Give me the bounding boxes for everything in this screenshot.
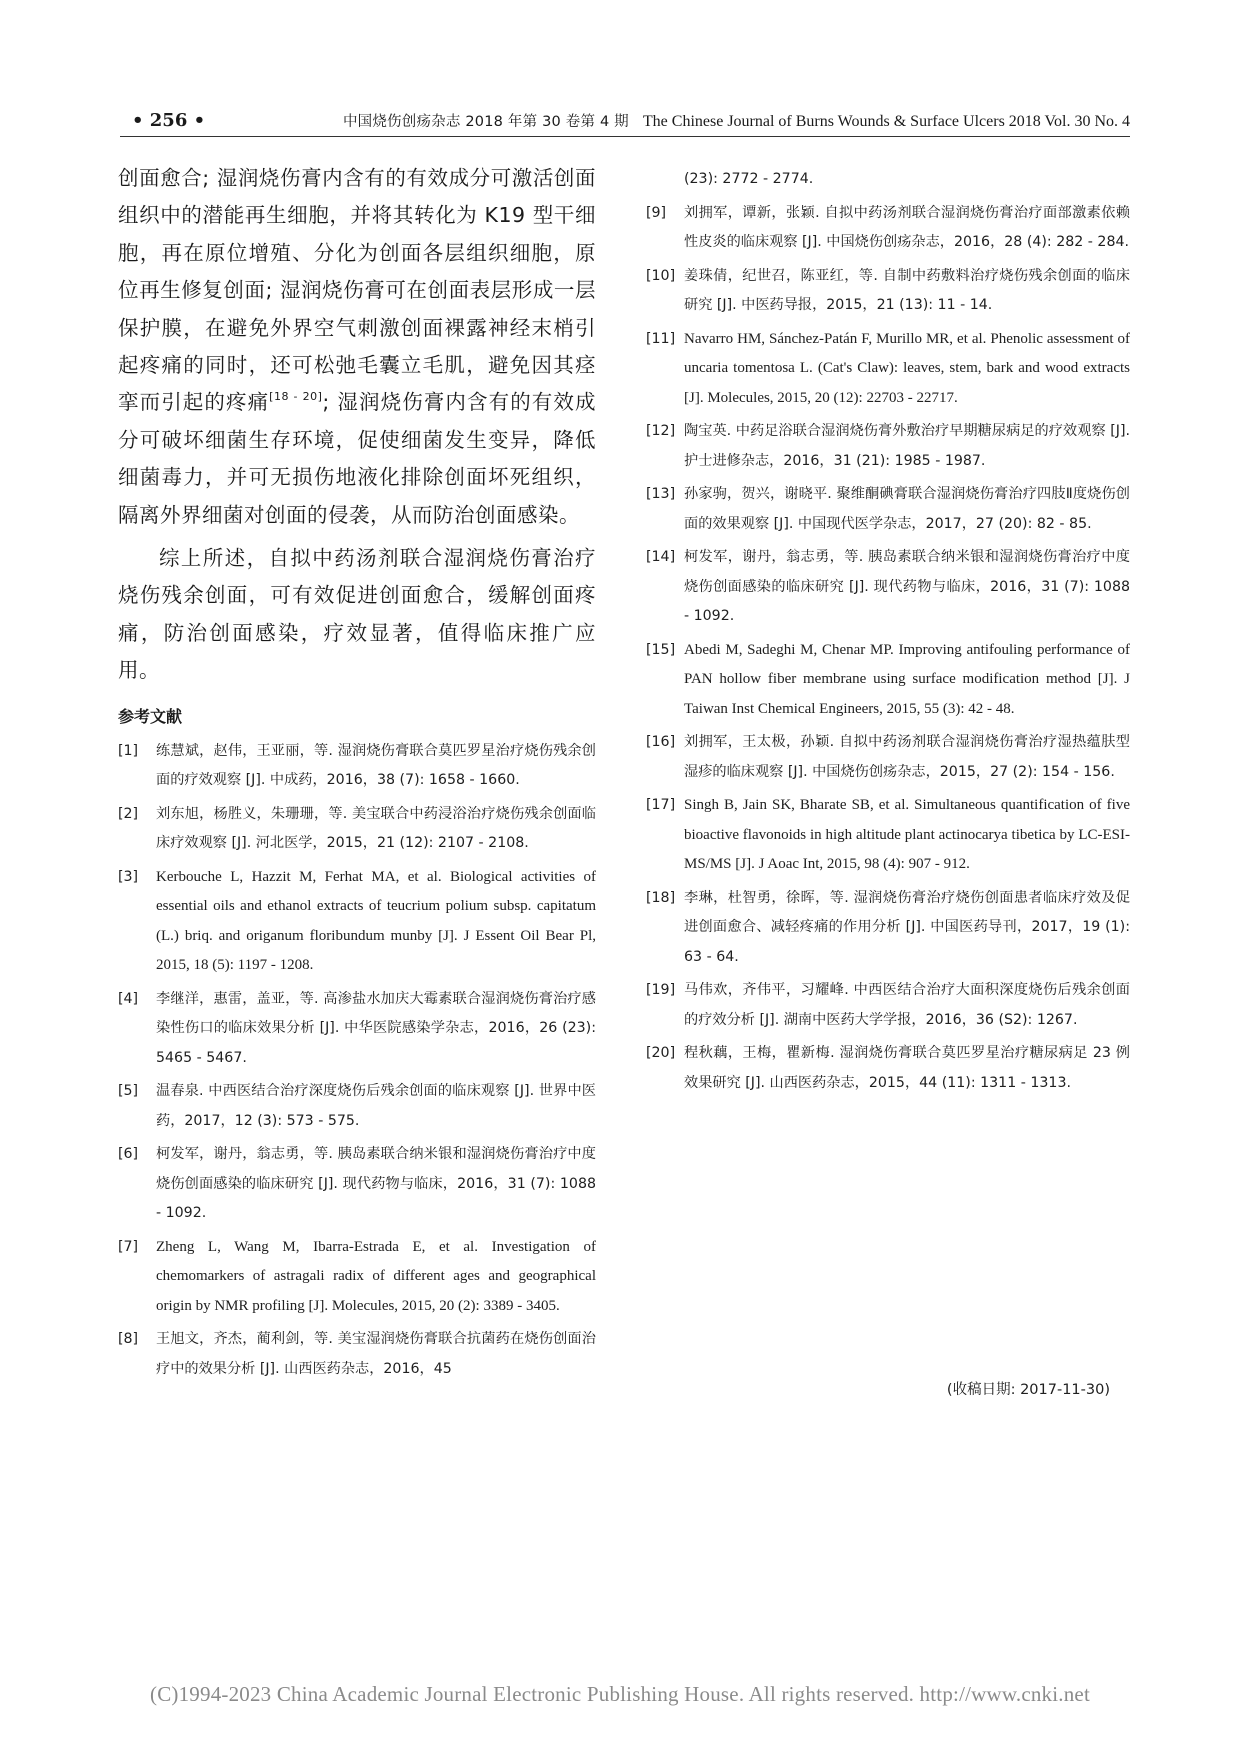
reference-number: [10]: [646, 267, 676, 284]
running-header: [120, 106, 1130, 136]
reference-item: [646, 884, 1130, 973]
body-paragraph-2: 综上所述，自拟中药汤剂联合湿润烧伤膏治疗烧伤残余创面，可有效促进创面愈合，缓解创面疼痛，防治创面感染，疗效显著，值得临床推广应用。: [118, 546, 596, 683]
reference-item: [118, 863, 596, 981]
reference-number: [4]: [118, 990, 139, 1007]
paragraph-1-text: 创面愈合; 湿润烧伤膏内含有的有效成分可激活创面组织中的潜能再生细胞，并将其转化为 K19 型干细胞，再在原位增殖、分化为创面各层组织细胞，原位再生修复创面; 湿润烧伤膏可在创面表层形成一层保护膜，在避免外界空气刺激创面裸露神经末梢引起疼痛的同时，还可松弛毛囊立毛肌，避免因其痉挛而引起的疼痛: [118, 166, 596, 415]
reference-text: 李琳，杜智勇，徐晖，等. 湿润烧伤膏治疗烧伤创面患者临床疗效及促进创面愈合、减轻疼痛的作用分析 [J]. 中国医药导刊，2017，19 (1): 63 - 64.: [684, 889, 1130, 965]
reference-number: [8]: [118, 1331, 139, 1348]
reference-text: 陶宝英. 中药足浴联合湿润烧伤膏外敷治疗早期糖尿病足的疗效观察 [J]. 护士进修杂志，2016，31 (21): 1985 - 1987.: [684, 423, 1130, 469]
left-column: [118, 160, 596, 1388]
reference-item: [646, 1039, 1130, 1098]
reference-text: 刘拥军，王太极，孙颖. 自拟中药汤剂联合湿润烧伤膏治疗湿热蕴肤型湿疹的临床观察 [J]. 中国烧伤创疡杂志，2015，27 (2): 154 - 156.: [684, 734, 1130, 780]
reference-text: 刘拥军，谭新，张颖. 自拟中药汤剂联合湿润烧伤膏治疗面部激素依赖性皮炎的临床观察 [J]. 中国烧伤创疡杂志，2016，28 (4): 282 - 284.: [684, 204, 1130, 250]
reference-item: [118, 985, 596, 1074]
reference-list-left: [118, 737, 596, 1385]
header-rule: [120, 136, 1130, 137]
reference-number: [2]: [118, 805, 139, 822]
reference-text: Kerbouche L, Hazzit M, Ferhat MA, et al. Biological activities of essential oils and ethanol extracts of teucrium polium subsp. capitatum (L.) briq. and origanum floribundum munby [J]. J Essent Oil Bear Pl, 2015, 18 (5): 1197 - 1208.: [156, 868, 596, 974]
reference-text: 刘东旭，杨胜义，朱珊珊，等. 美宝联合中药浸浴治疗烧伤残余创面临床疗效观察 [J]. 河北医学，2015，21 (12): 2107 - 2108.: [156, 805, 596, 852]
reference-number: [13]: [646, 486, 676, 502]
body-text: [118, 160, 596, 690]
reference-number: [5]: [118, 1083, 139, 1100]
journal-title-en: The Chinese Journal of Burns Wounds & Surface Ulcers 2018 Vol. 30 No. 4: [642, 113, 1130, 130]
references-heading: 参考文献: [118, 706, 183, 726]
reference-number: [18]: [646, 889, 676, 906]
reference-number: [15]: [646, 641, 676, 658]
reference-item: [118, 1077, 596, 1136]
right-column: [646, 165, 1130, 1102]
journal-title: [343, 106, 1130, 137]
reference-item: [646, 262, 1130, 321]
reference-item: [646, 636, 1130, 725]
reference-text: 李继洋，惠雷，盖亚，等. 高渗盐水加庆大霉素联合湿润烧伤膏治疗感染性伤口的临床效果分析 [J]. 中华医院感染学杂志，2016，26 (23): 5465 - 5467.: [156, 990, 596, 1066]
reference-text: 柯发军，谢丹，翁志勇，等. 胰岛素联合纳米银和湿润烧伤膏治疗中度烧伤创面感染的临床研究 [J]. 现代药物与临床，2016，31 (7): 1088 - 1092.: [684, 549, 1130, 624]
reference-number: [19]: [646, 982, 676, 998]
reference-text: Singh B, Jain SK, Bharate SB, et al. Simultaneous quantification of five bioactive flavonoids in high altitude plant actinocarya tibetica by LC-ESI-MS/MS [J]. J Aoac Int, 2015, 98 (4): 907 - 912.: [684, 797, 1130, 872]
citation-18-20: [18 - 20]: [269, 390, 323, 404]
reference-item: [646, 165, 1130, 195]
reference-text: 程秋藕，王梅，瞿新梅. 湿润烧伤膏联合莫匹罗星治疗糖尿病足 23 例效果研究 [J]. 山西医药杂志，2015，44 (11): 1311 - 1313.: [684, 1045, 1130, 1091]
reference-list-right: [646, 165, 1130, 1098]
reference-text: 孙家驹，贺兴，谢晓平. 聚维酮碘膏联合湿润烧伤膏治疗四肢Ⅱ度烧伤创面的效果观察 [J]. 中国现代医学杂志，2017，27 (20): 82 - 85.: [684, 486, 1130, 532]
reference-number: [14]: [646, 549, 676, 565]
reference-item: [646, 791, 1130, 880]
reference-text: 温春泉. 中西医结合治疗深度烧伤后残余创面的临床观察 [J]. 世界中医药，2017，12 (3): 573 - 575.: [156, 1083, 596, 1129]
reference-text: 马伟欢，齐伟平，习耀峰. 中西医结合治疗大面积深度烧伤后残余创面的疗效分析 [J]. 湖南中医药大学学报，2016，36 (S2): 1267.: [684, 982, 1130, 1028]
reference-item: [118, 1325, 596, 1384]
reference-item: [646, 480, 1130, 539]
reference-item: [646, 543, 1130, 632]
reference-item: [118, 737, 596, 796]
reference-item: [646, 976, 1130, 1035]
reference-number: [17]: [646, 797, 676, 813]
reference-item: [118, 800, 596, 859]
body-paragraph-1: [118, 160, 596, 534]
reference-number: [9]: [646, 204, 667, 221]
reference-number: [20]: [646, 1045, 676, 1061]
reference-item: [646, 199, 1130, 258]
page-number: • 256 •: [132, 110, 206, 131]
reference-number: [11]: [646, 330, 676, 347]
reference-text: (23): 2772 - 2774.: [684, 171, 814, 187]
reference-item: [646, 728, 1130, 787]
reference-text: Zheng L, Wang M, Ibarra-Estrada E, et al. Investigation of chemomarkers of astragali radix of different ages and geographical origin by NMR profiling [J]. Molecules, 2015, 20 (2): 3389 - 3405.: [156, 1238, 596, 1314]
reference-text: 姜珠倩，纪世召，陈亚红，等. 自制中药敷料治疗烧伤残余创面的临床研究 [J]. 中医药导报，2015，21 (13): 11 - 14.: [684, 267, 1130, 313]
reference-text: 柯发军，谢丹，翁志勇，等. 胰岛素联合纳米银和湿润烧伤膏治疗中度烧伤创面感染的临床研究 [J]. 现代药物与临床，2016，31 (7): 1088 - 1092.: [156, 1146, 596, 1222]
reference-text: 练慧斌，赵伟，王亚丽，等. 湿润烧伤膏联合莫匹罗星治疗烧伤残余创面的疗效观察 [J]. 中成药，2016，38 (7): 1658 - 1660.: [156, 742, 596, 789]
reference-text: Navarro HM, Sánchez-Patán F, Murillo MR, et al. Phenolic assessment of uncaria tomentosa L. (Cat's Claw): leaves, stem, bark and wood extracts [J]. Molecules, 2015, 20 (12): 22703 - 22717.: [684, 330, 1130, 406]
reference-number: [16]: [646, 734, 676, 750]
reference-item: [646, 325, 1130, 414]
reference-item: [646, 417, 1130, 476]
reference-number: [6]: [118, 1146, 139, 1163]
reference-number: [7]: [118, 1238, 139, 1255]
copyright-footer: (C)1994-2023 China Academic Journal Electronic Publishing House. All rights reserved. http://www.cnki.net: [150, 1682, 1090, 1706]
reference-number: [1]: [118, 742, 139, 759]
paragraph-1-rest: ; 湿润烧伤膏内含有的有效成分可破坏细菌生存环境，促使细菌发生变异，降低细菌毒力，并可无损伤地液化排除创面坏死组织，隔离外界细菌对创面的侵袭，从而防治创面感染。: [118, 390, 596, 527]
journal-title-cn: 中国烧伤创疡杂志 2018 年第 30 卷第 4 期: [342, 114, 629, 130]
reference-text: 王旭文，齐杰，蔺利剑，等. 美宝湿润烧伤膏联合抗菌药在烧伤创面治疗中的效果分析 [J]. 山西医药杂志，2016，45: [156, 1331, 596, 1377]
reference-number: [12]: [646, 423, 676, 439]
received-date: (收稿日期: 2017-11-30): [946, 1382, 1110, 1398]
reference-number: [3]: [118, 868, 139, 885]
reference-item: [118, 1140, 596, 1229]
reference-text: Abedi M, Sadeghi M, Chenar MP. Improving antifouling performance of PAN hollow fiber membrane using surface modification method [J]. J Taiwan Inst Chemical Engineers, 2015, 55 (3): 42 - 48.: [684, 641, 1130, 717]
reference-item: [118, 1233, 596, 1322]
